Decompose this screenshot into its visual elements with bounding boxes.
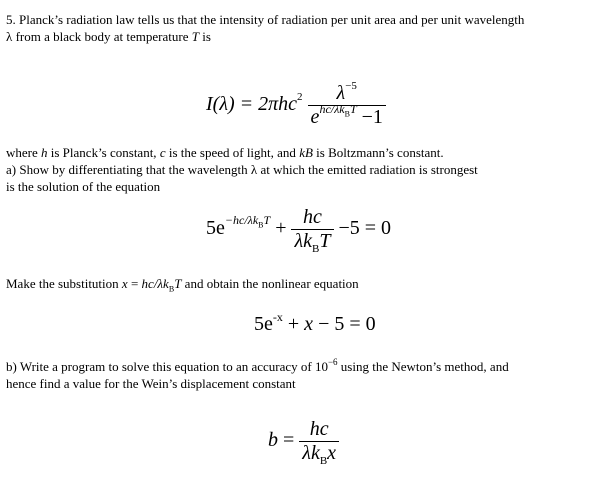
planck-equation: [206, 82, 386, 129]
part-b-line-2: hence find a value for the Wein’s displacement constant: [6, 376, 296, 391]
subscript: B: [319, 455, 328, 467]
text: a) Show by differentiating that the wavelength: [6, 162, 251, 177]
denominator-end: x: [327, 442, 337, 464]
c-symbol: c: [159, 145, 166, 160]
text: is Planck’s constant,: [47, 145, 160, 160]
term: 5e: [254, 313, 273, 335]
fraction: [299, 418, 339, 465]
denominator-base: e: [310, 106, 320, 128]
fraction: [308, 82, 386, 129]
text: and obtain the nonlinear equation: [181, 276, 359, 291]
intro-line-1: 5. Planck’s radiation law tells us that the intensity of radiation per unit area and per unit wavelength: [6, 12, 525, 27]
text: using the Newton’s method, and: [337, 359, 509, 374]
subscript: B: [344, 109, 350, 119]
numerator: hc: [303, 206, 322, 228]
where-line: [6, 145, 444, 161]
subscript: B: [312, 243, 320, 255]
t-symbol: T: [174, 276, 182, 291]
lambda-symbol: λ: [6, 29, 13, 44]
substitution-line: [6, 276, 359, 292]
exponent: −hc/λk: [224, 213, 259, 228]
intro-line-2: [6, 29, 211, 45]
exponent: −5: [345, 80, 357, 92]
exponent: hc/λk: [319, 102, 345, 116]
numerator: hc: [309, 418, 329, 440]
text: Make the substitution: [6, 276, 122, 291]
part-b-line-1: [6, 359, 509, 375]
text: is the speed of light, and: [165, 145, 300, 160]
b-symbol: b: [268, 429, 278, 452]
text: is Boltzmann’s constant.: [312, 145, 444, 160]
text: where: [6, 145, 42, 160]
exponent-end: T: [263, 213, 271, 228]
wien-equation: [268, 418, 339, 465]
plus: +: [282, 313, 305, 335]
text: from a black body at temperature: [12, 29, 192, 44]
tail: −5 = 0: [333, 217, 392, 240]
part-a-line-2: is the solution of the equation: [6, 179, 161, 194]
denominator: λk: [294, 230, 313, 252]
nonlinear-equation: [254, 310, 376, 336]
h-symbol: h: [41, 145, 48, 160]
exponent-end: T: [349, 102, 357, 116]
denominator: λk: [302, 442, 320, 464]
derivative-equation: [206, 206, 391, 253]
x-symbol: x: [121, 276, 128, 291]
subscript: B: [258, 220, 264, 230]
kb-symbol: kB: [299, 145, 313, 160]
denominator-tail: −1: [356, 106, 383, 128]
fraction: [291, 206, 333, 253]
eq-lhs: I(λ) = 2πhc: [206, 93, 298, 116]
tail: − 5 = 0: [313, 313, 376, 335]
term: 5e: [206, 217, 225, 240]
temperature-symbol: T: [191, 29, 199, 44]
x-symbol: x: [304, 313, 314, 335]
text: b) Write a program to solve this equation to an accuracy of 10: [6, 359, 328, 374]
part-a-line-1: [6, 162, 478, 178]
text: is: [198, 29, 211, 44]
subscript: B: [168, 284, 175, 294]
expression: hc/λk: [141, 276, 169, 291]
exponent: −6: [327, 357, 338, 367]
exponent: -x: [272, 310, 283, 324]
text: =: [127, 276, 142, 291]
text: at which the emitted radiation is strongest: [257, 162, 478, 177]
exponent: 2: [297, 91, 303, 104]
numerator: λ: [336, 82, 346, 104]
plus: +: [270, 217, 292, 240]
equals: =: [278, 429, 300, 452]
denominator-end: T: [319, 230, 331, 252]
lambda-symbol: λ: [250, 162, 258, 177]
